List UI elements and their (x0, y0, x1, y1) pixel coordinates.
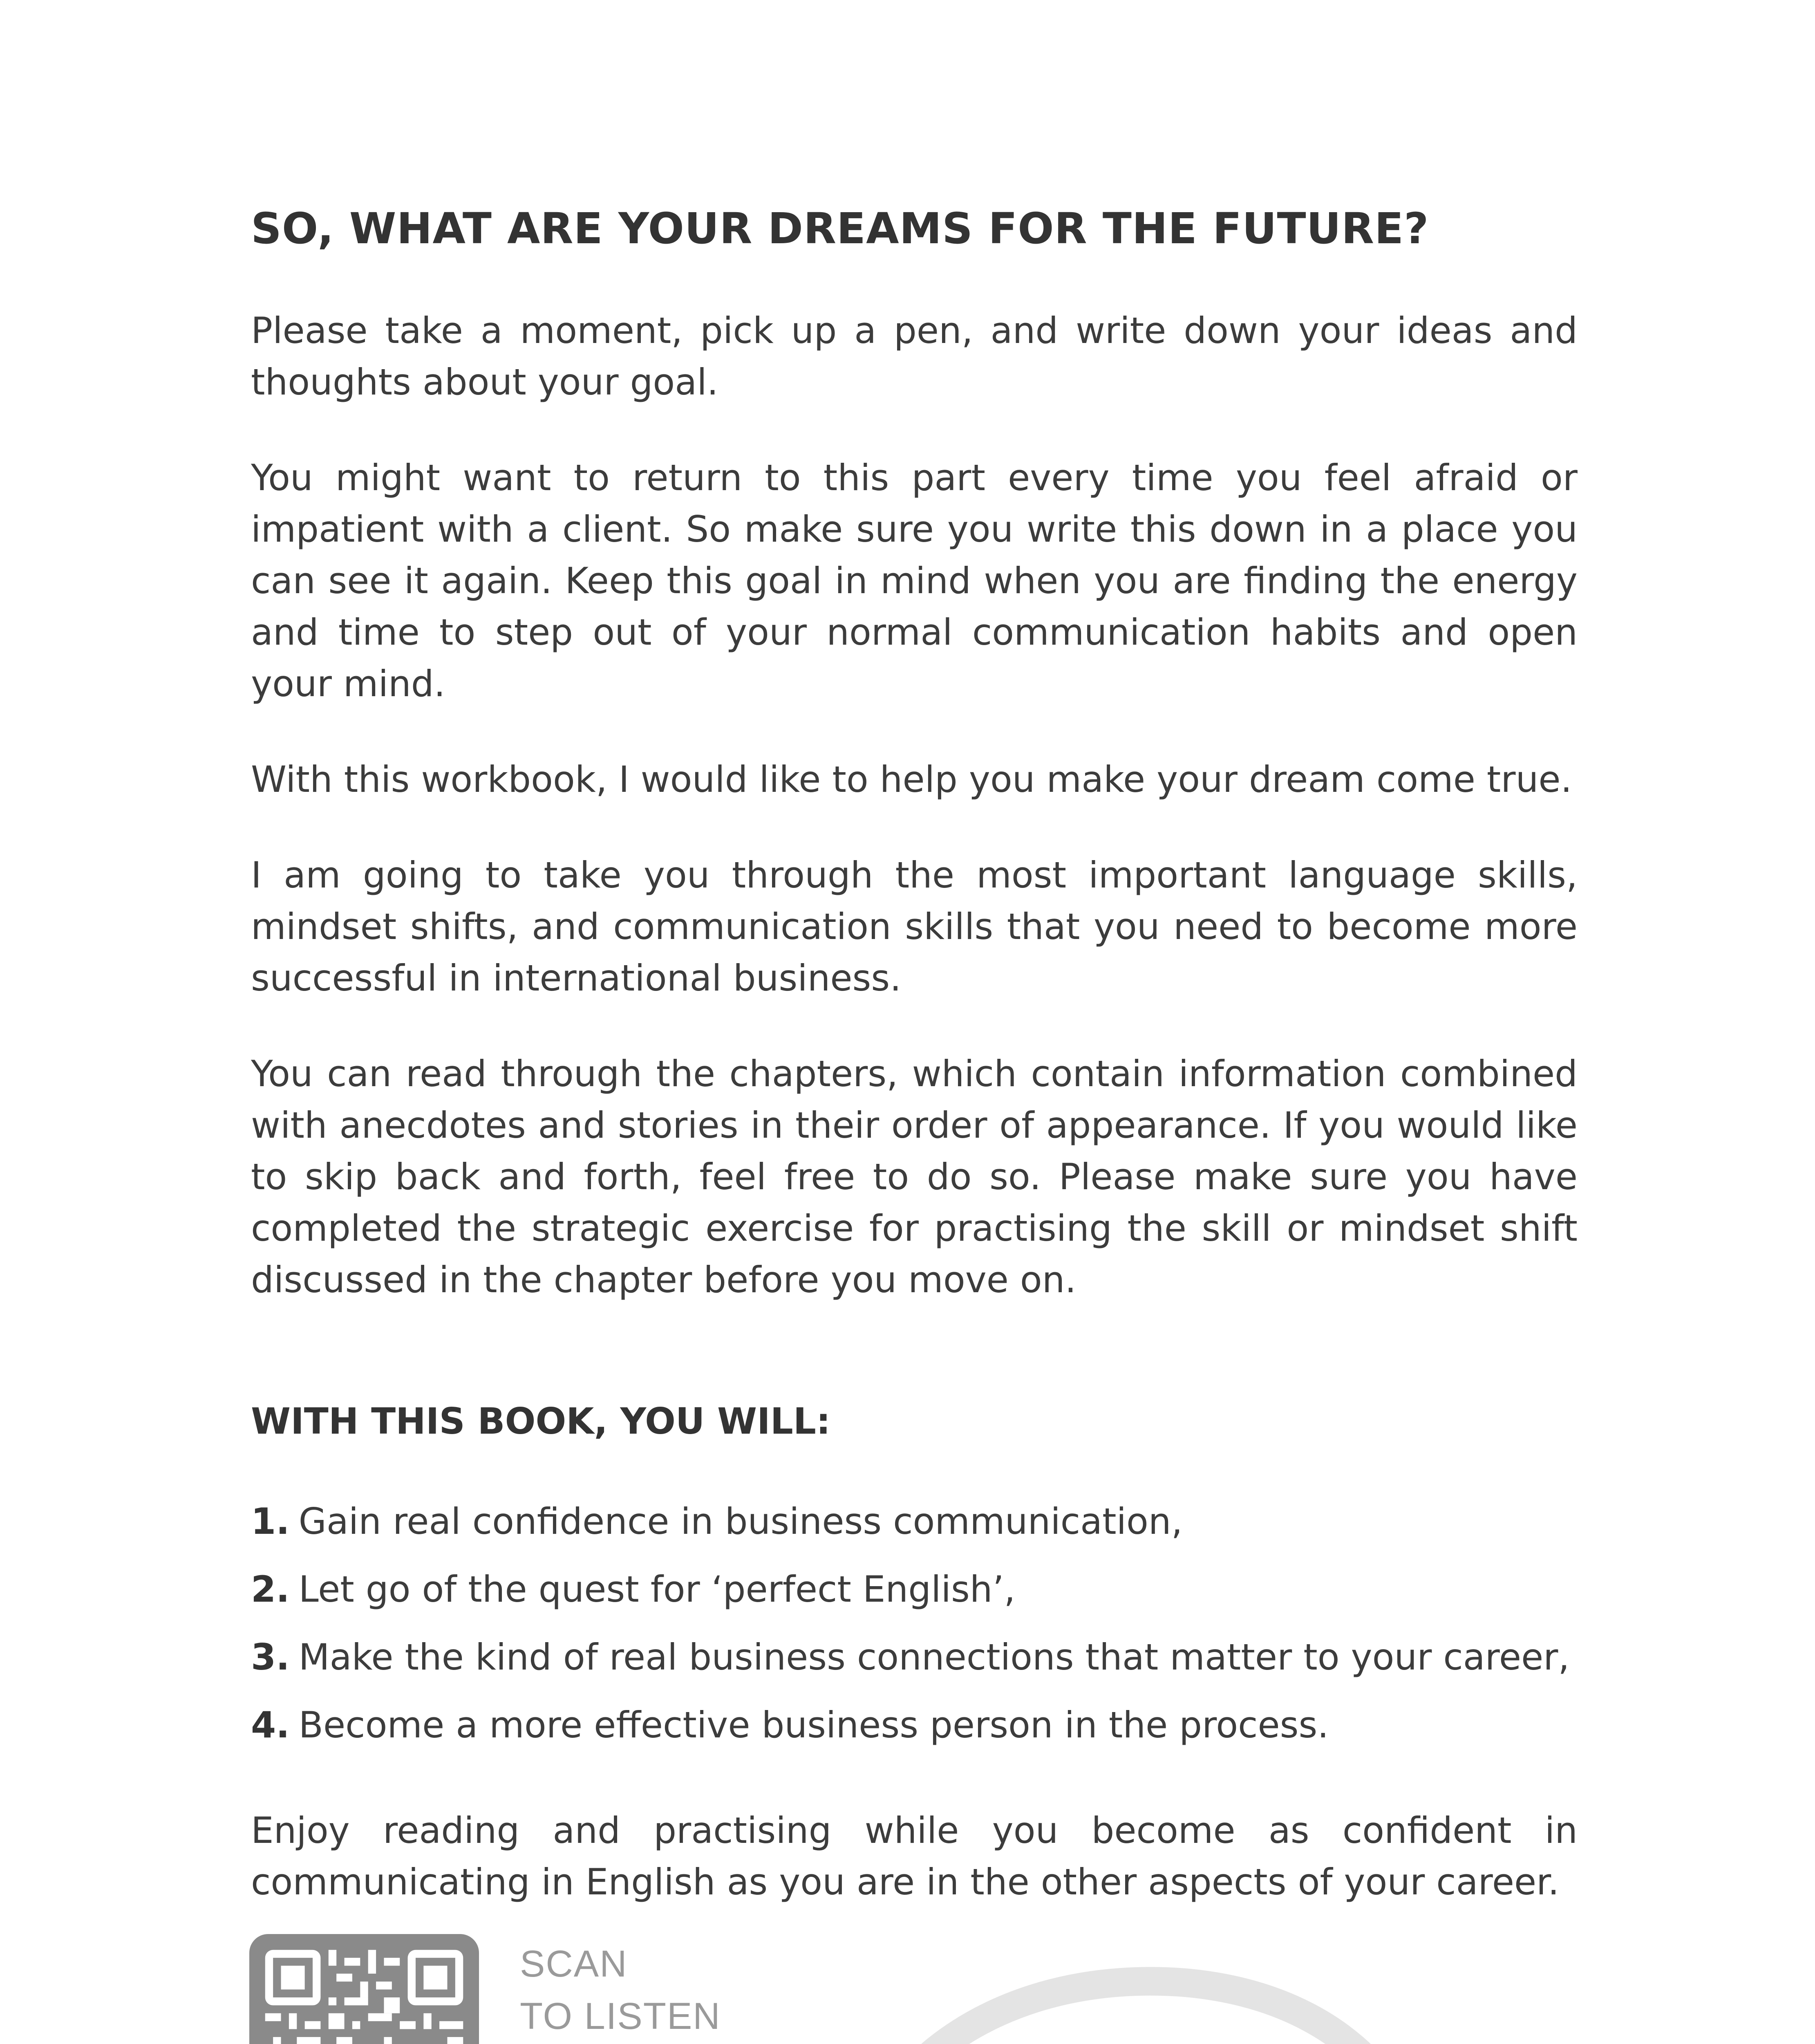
page-title: SO, WHAT ARE YOUR DREAMS FOR THE FUTURE? (251, 204, 1429, 253)
list-item (251, 1496, 1578, 1547)
section-subheading: WITH THIS BOOK, YOU WILL: (251, 1400, 831, 1442)
headphones-icon (695, 1921, 1512, 2044)
page-content (251, 204, 1578, 1952)
list-item-text: Let go of the quest for ‘perfect English’, (298, 1568, 1016, 1610)
list-item-number: 2. (251, 1568, 290, 1610)
list-item-number: 4. (251, 1703, 290, 1746)
paragraph-4: I am going to take you through the most important language skills, mindset shifts, and communication skills that you need to become more successful in international business. (251, 854, 1578, 999)
scan-to-listen-label (520, 1938, 721, 2042)
paragraph-1: Please take a moment, pick up a pen, and write down your ideas and thoughts about your goal. (251, 309, 1578, 403)
list-item-text: Become a more effective business person in the process. (298, 1703, 1329, 1746)
list-item-text: Gain real confidence in business communication, (298, 1500, 1183, 1542)
list-item-number: 1. (251, 1500, 290, 1542)
scan-label-line2: TO LISTEN (520, 1995, 721, 2037)
list-item-text: Make the kind of real business connections that matter to your career, (298, 1636, 1570, 1678)
paragraph-5: You can read through the chapters, which contain information combined with anecdotes and stories in their order of appearance. If you would like to skip back and forth, feel free to do so. Please make sure you have completed the strategic exercise for practising the skill or mindset shift discussed in the chapter before you move on. (251, 1052, 1578, 1301)
list-item-number: 3. (251, 1636, 290, 1678)
scan-label-line1: SCAN (520, 1943, 628, 1985)
benefits-list (251, 1496, 1578, 1751)
list-item (251, 1632, 1578, 1683)
qr-code-icon[interactable] (249, 1934, 479, 2044)
list-item (251, 1699, 1578, 1751)
paragraph-3: With this workbook, I would like to help you make your dream come true. (251, 758, 1572, 800)
paragraph-2: You might want to return to this part every time you feel afraid or impatient with a client. So make sure you write this down in a place you can see it again. Keep this goal in mind when you are finding the energy and time to step out of your normal communication habits and open your mind. (251, 456, 1578, 705)
list-item (251, 1564, 1578, 1615)
closing-paragraph: Enjoy reading and practising while you become as confident in communicating in English as you are in the other aspects of your career. (251, 1809, 1578, 1903)
